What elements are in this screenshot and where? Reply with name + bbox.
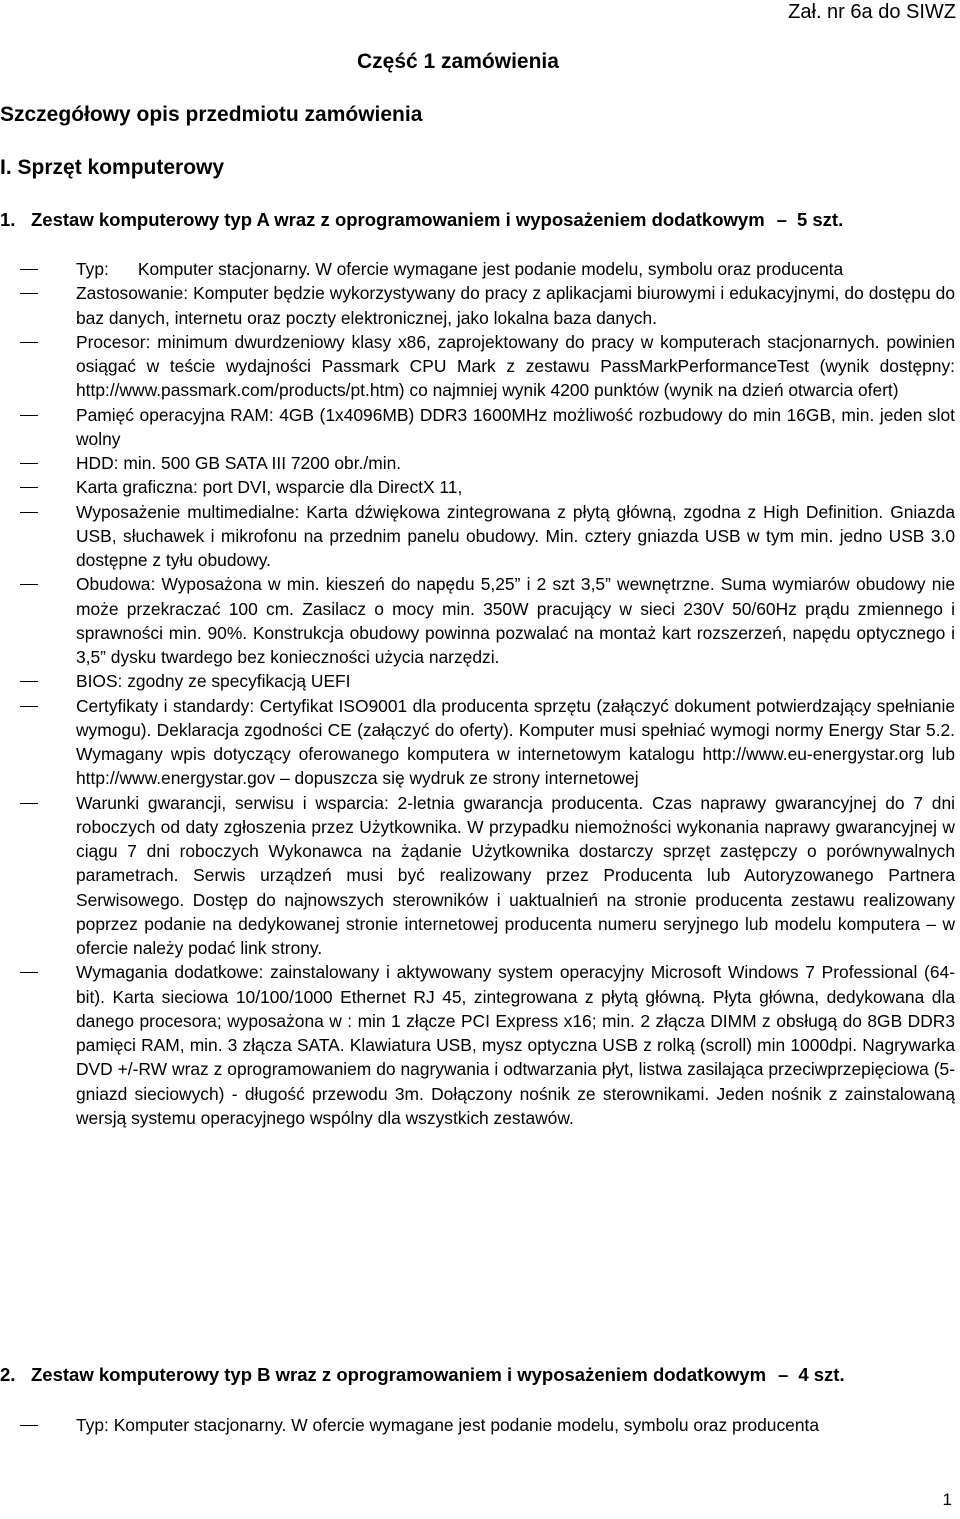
- dash-bullet-icon: [20, 584, 38, 585]
- set-b-dash: –: [778, 1364, 789, 1385]
- list-item: [0, 669, 955, 693]
- list-item: [0, 330, 955, 403]
- document-title: Szczegółowy opis przedmiotu zamówienia: [0, 103, 423, 126]
- list-item: [0, 257, 955, 281]
- list-item: [0, 791, 955, 961]
- list-item: [0, 694, 955, 791]
- dash-bullet-icon: [20, 972, 38, 973]
- list-item: [0, 475, 955, 499]
- page-number: 1: [942, 1490, 952, 1509]
- dash-bullet-icon: [20, 487, 38, 488]
- requirement-text: Procesor: minimum dwurdzeniowy klasy x86, zaprojektowany do pracy w komputerach stacjonarnych. powinien osiągać w teście wydajności Passmark CPU Mark z zestawu PassMarkPerformanceTest (wynik dostępny: http://www.passmark.com/products/pt.htm) co najmniej wynik 4200 punktów (wynik na dzień otwarcia ofert): [76, 331, 955, 401]
- dash-bullet-icon: [20, 512, 38, 513]
- set-b-title: Zestaw komputerowy typ B wraz z oprogramowaniem i wyposażeniem dodatkowym: [31, 1364, 767, 1385]
- dash-bullet-icon: [20, 681, 38, 682]
- list-item: [0, 500, 955, 573]
- dash-bullet-icon: [20, 269, 38, 270]
- set-a-requirements-list: [0, 257, 955, 1130]
- dash-bullet-icon: [20, 415, 38, 416]
- requirement-text: Warunki gwarancji, serwisu i wsparcia: 2-letnia gwarancja producenta. Czas naprawy gwarancyjnej do 7 dni roboczych od daty zgłoszenia przez Użytkownika. W przypadku niemożności wykonania naprawy gwarancyjnej w ciągu 7 dni roboczych Wykonawca na żądanie Użytkownika dostarczy sprzęt zastępczy o porównywalnych parametrach. Serwis urządzeń musi być realizowany przez Producenta lub Autoryzowanego Partnera Serwisowego. Dostęp do najnowszych sterowników i uaktualnień na stronie producenta zestawu realizowany poprzez podanie na dedykowanej stronie internetowej producenta numeru seryjnego lub modelu komputera – w ofercie należy podać link strony.: [76, 792, 955, 958]
- list-item: [0, 281, 955, 330]
- section-title: I. Sprzęt komputerowy: [0, 156, 225, 179]
- part-title: Część 1 zamówienia: [357, 50, 559, 73]
- set-b-heading: [0, 1363, 952, 1387]
- list-item: [0, 403, 955, 452]
- requirement-text: Obudowa: Wyposażona w min. kieszeń do napędu 5,25” i 2 szt 3,5” wewnętrzne. Suma wymiarów obudowy nie może przekraczać 100 cm. Zasilacz o mocy min. 350W pracujący w sieci 230V 50/60Hz prądu zmiennego i sprawności min. 90%. Konstrukcja obudowy powinna pozwalać na montaż kart rozszerzeń, napędu optycznego i 3,5” dysku twardego bez konieczności użycia narzędzi.: [76, 574, 955, 667]
- requirement-text: BIOS: zgodny ze specyfikacją UEFI: [76, 671, 351, 692]
- set-a-dash: –: [776, 209, 787, 230]
- requirement-text: Certyfikaty i standardy: Certyfikat ISO9001 dla producenta sprzętu (załączyć dokument potwierdzający spełnianie wymogu). Deklaracja zgodności CE (załączyć do oferty). Komputer musi spełniać wymogi normy Energy Star 5.2. Wymagany wpis dotyczący oferowanego komputera w internetowym katalogu http://www.eu-energystar.org lub http://www.energystar.gov – dopuszcza się wydruk ze strony internetowej: [76, 695, 955, 789]
- set-b-number: 2.: [0, 1364, 16, 1385]
- set-b-requirements-list: [0, 1413, 955, 1437]
- requirement-text: Pamięć operacyjna RAM: 4GB (1x4096MB) DDR3 1600MHz możliwość rozbudowy do min 16GB, min. jeden slot wolny: [76, 404, 955, 449]
- requirement-text: Typ: Komputer stacjonarny. W ofercie wymagane jest podanie modelu, symbolu oraz producenta: [76, 1415, 820, 1435]
- dash-bullet-icon: [20, 803, 38, 804]
- requirement-text: Typ: Komputer stacjonarny. W ofercie wymagane jest podanie modelu, symbolu oraz producenta: [76, 259, 844, 279]
- list-item: [0, 572, 955, 669]
- attachment-label: Zał. nr 6a do SIWZ: [788, 1, 956, 23]
- list-item: [0, 960, 955, 1130]
- requirement-text: HDD: min. 500 GB SATA III 7200 obr./min.: [76, 453, 402, 473]
- set-a-quantity: 5 szt.: [796, 209, 844, 230]
- dash-bullet-icon: [20, 342, 38, 343]
- set-b-quantity: 4 szt.: [798, 1364, 845, 1385]
- dash-bullet-icon: [20, 293, 38, 294]
- set-a-number: 1.: [0, 209, 16, 230]
- dash-bullet-icon: [20, 706, 38, 707]
- set-a-heading: [0, 208, 952, 232]
- list-item: [0, 1413, 955, 1437]
- dash-bullet-icon: [20, 1425, 38, 1426]
- dash-bullet-icon: [20, 463, 38, 464]
- set-a-title: Zestaw komputerowy typ A wraz z oprogramowaniem i wyposażeniem dodatkowym: [31, 209, 765, 230]
- requirement-text: Zastosowanie: Komputer będzie wykorzystywany do pracy z aplikacjami biurowymi i edukacyjnymi, do dostępu do baz danych, internetu oraz poczty elektronicznej, jako lokalna baza danych.: [76, 283, 955, 328]
- requirement-text: Wyposażenie multimedialne: Karta dźwiękowa zintegrowana z płytą główną, zgodna z High Definition. Gniazda USB, słuchawek i mikrofonu na przednim panelu obudowy. Min. cztery gniazda USB w tym min. jedno USB 3.0 dostępne z tyłu obudowy.: [76, 501, 955, 570]
- list-item: [0, 451, 955, 475]
- requirement-text: Wymagania dodatkowe: zainstalowany i aktywowany system operacyjny Microsoft Windows 7 Professional (64-bit). Karta sieciowa 10/100/1000 Ethernet RJ 45, zintegrowana z płytą główną. Płyta główna, dedykowana dla danego procesora; wyposażona w : min 1 złącze PCI Express x16; min. 2 złącza DIMM z obsługą do 8GB DDR3 pamięci RAM, min. 3 złącza SATA. Klawiatura USB, mysz optyczna USB z rolką (scroll) min 1000dpi. Nagrywarka DVD +/-RW wraz z oprogramowaniem do nagrywania i odtwarzania płyt, listwa zasilająca przeciwprzepięciowa (5-gniazd sieciowych) - długość przewodu 3m. Dołączony nośnik ze sterownikami. Jeden nośnik z zainstalowaną wersją systemu operacyjnego wspólny dla wszystkich zestawów.: [76, 962, 955, 1128]
- requirement-text: Karta graficzna: port DVI, wsparcie dla DirectX 11,: [76, 477, 463, 498]
